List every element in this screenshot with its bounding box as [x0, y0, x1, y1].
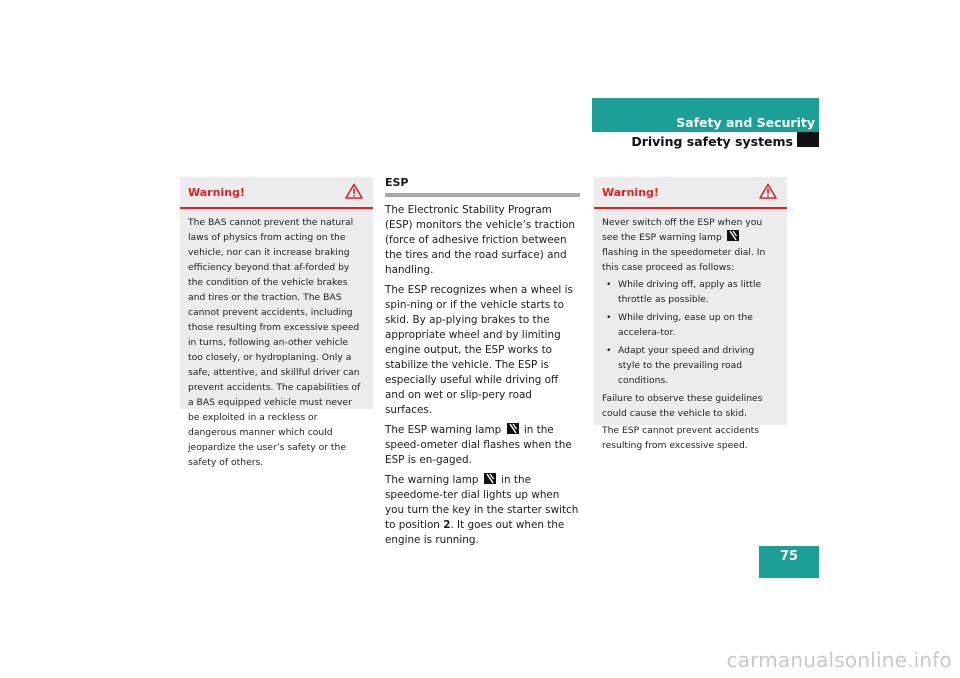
warning-title: Warning! — [188, 186, 245, 199]
esp-paragraph-1: The Electronic Stability Program (ESP) monitors the vehicle’s traction (force of adhesive friction between the tires and the road surface) and handling. — [385, 204, 575, 276]
warning-bullet-list — [602, 277, 779, 388]
esp-warning-lamp-icon — [727, 230, 739, 241]
esp-paragraph-2: The ESP recognizes when a wheel is spin-ning or if the vehicle starts to skid. By ap-plying brakes to the appropriate wheel and by limiting engine output, the ESP works to stabilize the vehicle. The ESP is especially useful while driving off and on wet or slip-pery road surfaces. — [385, 284, 573, 416]
subsection-title: Driving safety systems — [631, 134, 793, 149]
warning-title: Warning! — [602, 186, 659, 199]
page-number: 75 — [759, 546, 819, 578]
esp-warning-lamp-icon — [484, 473, 496, 484]
header-black-tab — [797, 132, 819, 147]
section-header-bar — [592, 98, 819, 132]
warning-triangle-icon — [759, 183, 777, 202]
warning-header — [594, 177, 787, 209]
esp-warning-lamp-icon — [507, 423, 519, 434]
list-item: • While driving, ease up on the accelera-tor. — [602, 310, 779, 340]
esp-section — [385, 172, 580, 553]
warning-body — [180, 209, 373, 478]
warning-text: The BAS cannot prevent the natural laws of physics from acting on the vehicle, nor can it increase braking efficiency beyond that af-forded by the condition of the vehicle brakes and tires or the traction. The BAS cannot prevent accidents, including those resulting from excessive speed in turns, following an-other vehicle too closely, or hydroplaning. Only a safe, attentive, and skillful driver can prevent accidents. The capabilities of a BAS equipped vehicle must never be exploited in a reckless or dangerous manner which could jeopardize the user’s safety or the safety of others. — [188, 217, 361, 468]
esp-paragraph-4: The warning lamp in the speedome-ter dial lights up when you turn the key in the starter switch to position 2. It goes out when the engine is running. — [385, 474, 579, 546]
warning-intro: Never switch off the ESP when you see the ESP warning lamp flashing in the speedometer dial. In this case proceed as follows: — [602, 217, 766, 273]
warning-box-bas — [180, 177, 373, 468]
warning-body — [594, 209, 787, 461]
esp-heading: ESP — [385, 172, 580, 197]
warning-failure-text: Failure to observe these guidelines could cause the vehicle to skid. — [602, 393, 763, 419]
section-title: Safety and Security — [676, 115, 815, 130]
warning-triangle-icon — [345, 183, 363, 202]
key-position: 2 — [443, 519, 451, 531]
esp-paragraph-3: The ESP warning lamp in the speed-ometer dial flashes when the ESP is en-gaged. — [385, 424, 572, 466]
warning-header — [180, 177, 373, 209]
list-item: • Adapt your speed and driving style to the prevailing road conditions. — [602, 343, 779, 388]
warning-cannot-text: The ESP cannot prevent accidents resulting from excessive speed. — [602, 425, 760, 451]
warning-box-esp — [594, 177, 787, 451]
watermark: carmanualsonline.info — [726, 648, 952, 672]
list-item: • While driving off, apply as little throttle as possible. — [602, 277, 779, 307]
